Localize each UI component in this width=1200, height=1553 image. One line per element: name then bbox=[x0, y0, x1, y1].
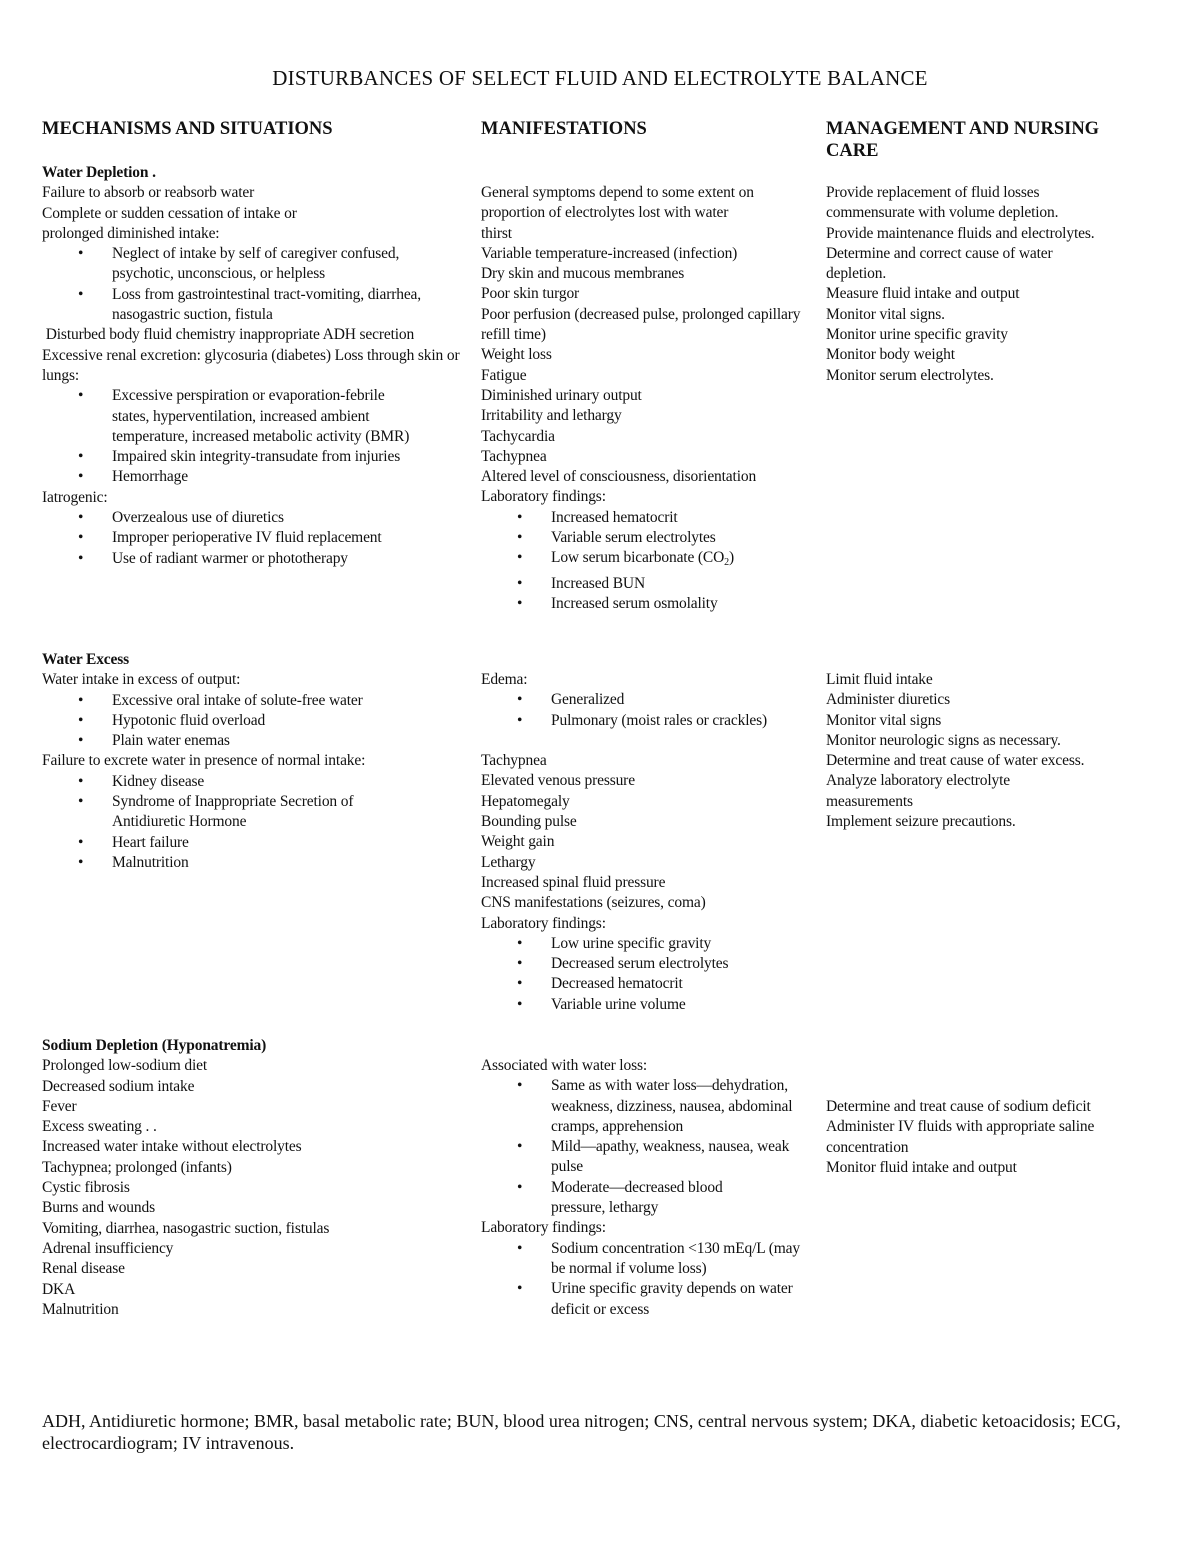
list-item: Increased water intake without electrolytes bbox=[42, 1138, 302, 1156]
list-item: Monitor vital signs bbox=[826, 711, 942, 729]
list-item: Provide maintenance fluids and electrolytes. bbox=[826, 224, 1095, 242]
list-item: Lethargy bbox=[481, 853, 536, 871]
bullet-item: • Use of radiant warmer or phototherapy bbox=[42, 549, 462, 569]
list-item: Vomiting, diarrhea, nasogastric suction, fistulas bbox=[42, 1219, 330, 1237]
list-item: Monitor fluid intake and output bbox=[826, 1158, 1017, 1176]
section-heading-water-depletion: Water Depletion . bbox=[42, 164, 156, 181]
water-depletion-manifestations bbox=[481, 183, 806, 614]
bullet-item: • Loss from gastrointestinal tract-vomiting, diarrhea, nasogastric suction, fistula bbox=[42, 285, 462, 326]
bullet-item: • Decreased hematocrit bbox=[481, 974, 806, 994]
list-item: Poor skin turgor bbox=[481, 285, 580, 303]
list-item: Monitor body weight bbox=[826, 346, 955, 364]
list-item: prolonged diminished intake: bbox=[42, 224, 220, 242]
list-item: Monitor neurologic signs as necessary. bbox=[826, 731, 1061, 749]
list-item: Administer diuretics bbox=[826, 691, 950, 709]
list-item: Elevated venous pressure bbox=[481, 772, 635, 790]
list-item: Decreased sodium intake bbox=[42, 1077, 195, 1095]
bullet-item: • Urine specific gravity depends on water deficit or excess bbox=[481, 1279, 806, 1320]
list-item: Burns and wounds bbox=[42, 1199, 155, 1217]
list-item: Limit fluid intake bbox=[826, 671, 933, 688]
list-item: Adrenal insufficiency bbox=[42, 1239, 174, 1257]
bullet-item: • Overzealous use of diuretics bbox=[42, 508, 462, 528]
list-item: Implement seizure precautions. bbox=[826, 813, 1016, 831]
list-item: Weight gain bbox=[481, 833, 555, 851]
list-item: Analyze laboratory electrolyte measurements bbox=[826, 772, 1010, 810]
bullet-item: • Same as with water loss—dehydration, weakness, dizziness, nausea, abdominal cramps, apprehension bbox=[481, 1076, 806, 1137]
list-item: General symptoms depend to some extent on proportion of electrolytes lost with water bbox=[481, 184, 754, 222]
list-item: Irritability and lethargy bbox=[481, 407, 622, 425]
bullet-item: • Excessive oral intake of solute-free water bbox=[42, 691, 462, 711]
list-item: Determine and treat cause of sodium deficit bbox=[826, 1098, 1091, 1115]
list-item: Tachycardia bbox=[481, 427, 555, 445]
list-item: Edema: bbox=[481, 671, 528, 688]
bullet-item: • Decreased serum electrolytes bbox=[481, 954, 806, 974]
water-excess-management bbox=[826, 670, 1136, 832]
bullet-item: • Variable urine volume bbox=[481, 995, 806, 1015]
bullet-item: • Hemorrhage bbox=[42, 467, 462, 487]
list-item: Monitor vital signs. bbox=[826, 305, 945, 323]
list-item: Prolonged low-sodium diet bbox=[42, 1057, 208, 1075]
list-item: Water intake in excess of output: bbox=[42, 671, 241, 689]
closing-paren-text: ) bbox=[729, 549, 735, 567]
page-title: DISTURBANCES OF SELECT FLUID AND ELECTROLYTE BALANCE bbox=[272, 66, 928, 90]
bullet-item: • Variable serum electrolytes bbox=[481, 528, 806, 548]
bullet-item: • Heart failure bbox=[42, 833, 462, 853]
list-item: Iatrogenic: bbox=[42, 488, 108, 506]
bullet-item: • Pulmonary (moist rales or crackles) bbox=[481, 711, 806, 731]
bullet-item: • Sodium concentration <130 mEq/L (may be normal if volume loss) bbox=[481, 1239, 806, 1280]
water-excess-manifestations bbox=[481, 670, 806, 1015]
bullet-item: • Malnutrition bbox=[42, 853, 462, 873]
list-item: Altered level of consciousness, disorientation bbox=[481, 468, 757, 486]
list-item: Dry skin and mucous membranes bbox=[481, 265, 685, 283]
bullet-item: • Syndrome of Inappropriate Secretion of Antidiuretic Hormone bbox=[42, 792, 462, 833]
section-heading-sodium-depletion: Sodium Depletion (Hyponatremia) bbox=[42, 1037, 267, 1054]
list-item: Cystic fibrosis bbox=[42, 1179, 130, 1197]
list-item: Renal disease bbox=[42, 1260, 125, 1278]
bullet-item: • Kidney disease bbox=[42, 772, 462, 792]
sodium-depletion-manifestations bbox=[481, 1056, 806, 1320]
bullet-item: • Improper perioperative IV fluid replacement bbox=[42, 528, 462, 548]
list-item: Laboratory findings: bbox=[481, 1219, 606, 1237]
list-item: Measure fluid intake and output bbox=[826, 285, 1020, 303]
list-item: Poor perfusion (decreased pulse, prolonged capillary refill time) bbox=[481, 305, 801, 344]
list-item: Increased spinal fluid pressure bbox=[481, 873, 666, 891]
list-item: Determine and correct cause of water depletion. bbox=[826, 244, 1053, 283]
list-item: Tachypnea bbox=[481, 447, 547, 465]
list-item: thirst bbox=[481, 224, 512, 242]
list-item: Hepatomegaly bbox=[481, 792, 570, 810]
list-item: Malnutrition bbox=[42, 1300, 119, 1318]
header-management: MANAGEMENT AND NURSING CARE bbox=[826, 119, 1100, 161]
list-item: Determine and treat cause of water excess. bbox=[826, 752, 1085, 770]
water-depletion-mechanisms bbox=[42, 163, 462, 569]
bullet-item: • Excessive perspiration or evaporation-febrile states, hyperventilation, increased ambient temperature, increased metabolic activity (BMR) bbox=[42, 386, 462, 447]
subscript-text: 2 bbox=[724, 557, 730, 569]
bullet-item: • Impaired skin integrity-transudate from injuries bbox=[42, 447, 462, 467]
list-item: Weight loss bbox=[481, 346, 552, 364]
list-item: Laboratory findings: bbox=[481, 914, 606, 932]
list-item: Laboratory findings: bbox=[481, 488, 606, 506]
list-item: Variable temperature-increased (infection) bbox=[481, 244, 738, 262]
sodium-depletion-management bbox=[826, 1097, 1146, 1178]
list-item: Tachypnea; prolonged (infants) bbox=[42, 1158, 232, 1176]
list-item: Disturbed body fluid chemistry inappropriate ADH secretion bbox=[42, 326, 415, 344]
bullet-item bbox=[481, 548, 806, 573]
list-item: DKA bbox=[42, 1280, 76, 1298]
list-item: Diminished urinary output bbox=[481, 386, 642, 404]
header-manifestations: MANIFESTATIONS bbox=[481, 119, 647, 139]
list-item: Monitor urine specific gravity bbox=[826, 326, 1008, 344]
abbreviations-footnote: ADH, Antidiuretic hormone; BMR, basal metabolic rate; BUN, blood urea nitrogen; CNS, central nervous system; DKA, diabetic ketoacidosis; ECG, electrocardiogram; IV intravenous. bbox=[42, 1411, 1121, 1453]
list-item: Complete or sudden cessation of intake or bbox=[42, 204, 297, 222]
list-item: Tachypnea bbox=[481, 752, 547, 770]
list-item: Fever bbox=[42, 1097, 77, 1115]
bullet-item: • Increased hematocrit bbox=[481, 508, 806, 528]
list-item: CNS manifestations (seizures, coma) bbox=[481, 894, 706, 912]
water-depletion-management bbox=[826, 183, 1116, 386]
bullet-item: • Moderate—decreased blood pressure, lethargy bbox=[481, 1178, 806, 1219]
list-item: Associated with water loss: bbox=[481, 1057, 647, 1074]
list-item: Fatigue bbox=[481, 366, 527, 384]
bullet-item: • Increased BUN bbox=[481, 574, 806, 594]
bullet-item: • Plain water enemas bbox=[42, 731, 462, 751]
bullet-item: • Increased serum osmolality bbox=[481, 594, 806, 614]
bullet-item: • Generalized bbox=[481, 690, 806, 710]
list-item: Failure to absorb or reabsorb water bbox=[42, 184, 255, 202]
bullet-item: • Neglect of intake by self of caregiver confused, psychotic, unconscious, or helpless bbox=[42, 244, 462, 285]
water-excess-mechanisms bbox=[42, 650, 462, 873]
bicarbonate-text: Low serum bicarbonate (CO bbox=[551, 549, 725, 567]
section-heading-water-excess: Water Excess bbox=[42, 651, 130, 668]
list-item: Failure to excrete water in presence of normal intake: bbox=[42, 752, 366, 770]
sodium-depletion-mechanisms bbox=[42, 1036, 462, 1320]
list-item: Bounding pulse bbox=[481, 813, 577, 831]
list-item: Excessive renal excretion: glycosuria (diabetes) Loss through skin or lungs: bbox=[42, 346, 460, 384]
list-item: Provide replacement of fluid losses commensurate with volume depletion. bbox=[826, 184, 1059, 222]
header-mechanisms: MECHANISMS AND SITUATIONS bbox=[42, 119, 333, 139]
list-item: Monitor serum electrolytes. bbox=[826, 366, 994, 384]
bullet-item: • Mild—apathy, weakness, nausea, weak pulse bbox=[481, 1137, 806, 1178]
list-item: Administer IV fluids with appropriate saline concentration bbox=[826, 1118, 1095, 1156]
bullet-item: • Hypotonic fluid overload bbox=[42, 711, 462, 731]
bullet-item: • Low urine specific gravity bbox=[481, 934, 806, 954]
list-item: Excess sweating . . bbox=[42, 1118, 157, 1136]
